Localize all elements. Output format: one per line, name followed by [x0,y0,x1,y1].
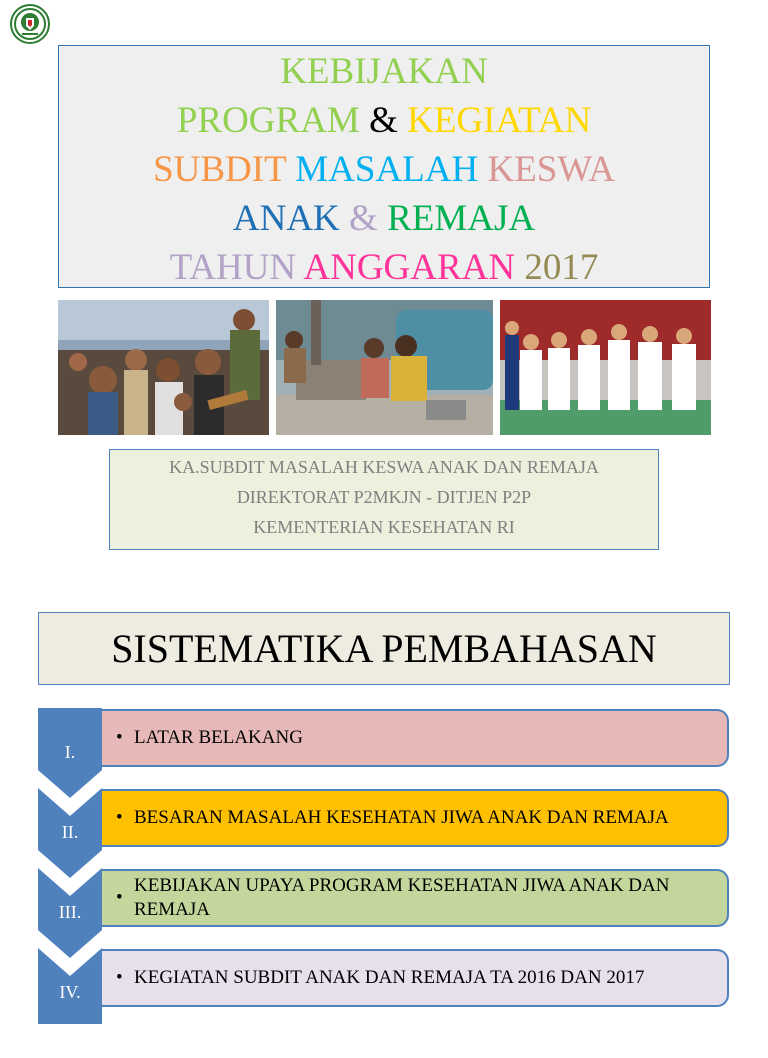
children-sitting-street-photo [276,300,493,435]
title-ampersand: & [349,198,378,239]
bullet: • [116,967,123,988]
title-word: TAHUN [169,247,297,288]
title-line-5 [59,243,709,292]
title-box [58,45,710,288]
title-line-3 [59,145,709,194]
chevron-number: IV. [59,982,81,1002]
title-word: ANAK [232,198,340,239]
bullet: • [116,727,123,748]
outline-item [102,709,729,767]
info-line-2: DIREKTORAT P2MKJN - DITJEN P2P [236,487,532,507]
title-word: KESWA [487,149,615,190]
students-uniform-photo [500,300,711,435]
title-ampersand: & [369,100,398,141]
author-info-box [109,449,659,550]
outline-item-text: BESARAN MASALAH KESEHATAN JIWA ANAK DAN REMAJA [134,807,669,828]
title-line-2 [59,96,709,145]
chevron-number: III. [58,902,82,922]
kemenkes-logo-icon [10,4,50,44]
street-children-photo [58,300,269,435]
outline-heading: SISTEMATIKA PEMBAHASAN [38,612,730,685]
outline-item-text: KEGIATAN SUBDIT ANAK DAN REMAJA TA 2016 DAN 2017 [134,967,645,988]
chevron-number: II. [61,822,79,842]
slide-outline [0,600,768,1024]
title-word: ANGGARAN [303,247,516,288]
title-word: 2017 [524,247,599,288]
info-line-1: KA.SUBDIT MASALAH KESWA ANAK DAN REMAJA [169,457,599,477]
outline-item [102,949,729,1007]
title-word: REMAJA [387,198,536,239]
title-line-1 [59,47,709,96]
outline-item-text: KEBIJAKAN UPAYA PROGRAM KESEHATAN JIWA ANAK DAN REMAJA [134,875,670,920]
bullet: • [116,887,123,908]
title-word: PROGRAM [176,100,360,141]
outline-item [102,789,729,847]
title-word: MASALAH [295,149,479,190]
info-line-3: KEMENTERIAN KESEHATAN RI [253,517,515,537]
title-word: KEGIATAN [407,100,592,141]
title-word: KEBIJAKAN [280,51,488,92]
chevron-iv [38,948,102,1058]
title-line-4 [59,194,709,243]
outline-item-text: LATAR BELAKANG [134,727,303,748]
title-word: SUBDIT [153,149,287,190]
outline-item [102,869,729,927]
bullet: • [116,807,123,828]
chevron-number: I. [64,742,76,762]
